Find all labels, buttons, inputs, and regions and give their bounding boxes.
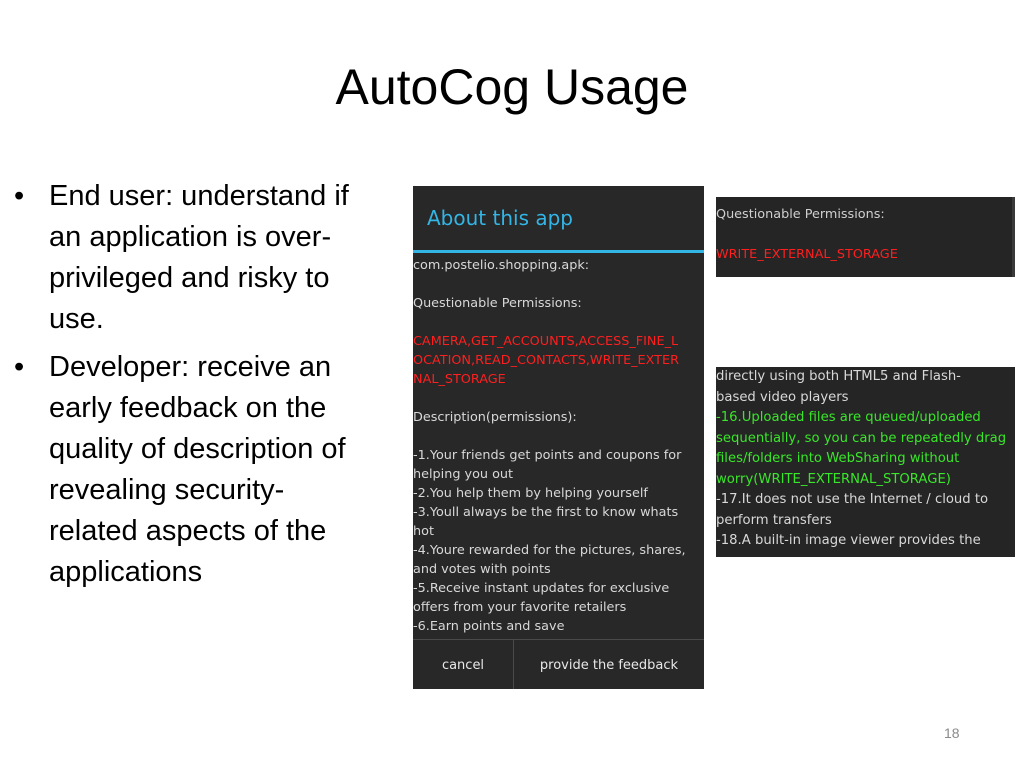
description-line: helping you out xyxy=(413,467,514,482)
package-name: com.postelio.shopping.apk: xyxy=(413,258,590,273)
excerpt-line: -18.A built-in image viewer provides the xyxy=(716,533,981,548)
bullet-list xyxy=(14,176,354,600)
excerpt-line: perform transfers xyxy=(716,512,832,528)
dialog-title-divider xyxy=(413,250,704,253)
description-line: hot xyxy=(413,524,434,539)
about-app-dialog xyxy=(413,186,704,689)
dialog-button-bar xyxy=(413,639,704,689)
bullet-dot-icon: • xyxy=(14,351,25,383)
dialog-title: About this app xyxy=(427,206,573,230)
permissions-list xyxy=(413,332,704,389)
permissions-line: CAMERA,GET_ACCOUNTS,ACCESS_FINE_L xyxy=(413,334,679,349)
bullet-item xyxy=(14,176,354,340)
description-line: -1.Your friends get points and coupons for xyxy=(413,448,682,463)
description-list xyxy=(413,446,704,636)
page-number: 18 xyxy=(944,725,960,741)
excerpt-lines xyxy=(716,367,1015,552)
description-line: offers from your favorite retailers xyxy=(413,600,627,615)
excerpt-line: worry(WRITE_EXTERNAL_STORAGE) xyxy=(716,471,951,487)
excerpt-line: based video players xyxy=(716,389,849,405)
description-line: -5.Receive instant updates for exclusive xyxy=(413,581,670,596)
excerpt-line: -17.It does not use the Internet / cloud to xyxy=(716,492,989,507)
permissions-line: NAL_STORAGE xyxy=(413,372,506,387)
description-excerpt-panel xyxy=(716,367,1015,557)
bullet-dot-icon: • xyxy=(14,180,25,212)
bullet-item xyxy=(14,347,354,593)
slide-title: AutoCog Usage xyxy=(335,59,689,115)
dialog-body xyxy=(413,256,704,636)
permission-value: WRITE_EXTERNAL_STORAGE xyxy=(716,247,898,262)
questionable-permissions-label: Questionable Permissions: xyxy=(413,296,582,311)
permissions-line: OCATION,READ_CONTACTS,WRITE_EXTER xyxy=(413,353,679,368)
excerpt-line: files/folders into WebSharing without xyxy=(716,451,960,466)
description-label: Description(permissions): xyxy=(413,410,577,425)
description-line: -6.Earn points and save xyxy=(413,619,565,634)
provide-feedback-button[interactable]: provide the feedback xyxy=(539,657,679,673)
bullet-text: Developer: receive an early feedback on the quality of description of revealing security-related aspects of the applications xyxy=(49,351,346,588)
excerpt-line: directly using both HTML5 and Flash- xyxy=(716,369,961,384)
description-line: -2.You help them by helping yourself xyxy=(413,486,648,501)
panel-edge xyxy=(1012,197,1015,277)
questionable-permissions-panel xyxy=(716,197,1015,277)
excerpt-line: -16.Uploaded files are queued/uploaded xyxy=(716,410,981,425)
cancel-button[interactable]: cancel xyxy=(413,640,514,689)
excerpt-line: sequentially, so you can be repeatedly drag xyxy=(716,430,1007,446)
bullet-text: End user: understand if an application is over-privileged and risky to use. xyxy=(49,180,349,335)
description-line: -4.Youre rewarded for the pictures, shares, xyxy=(413,543,686,558)
questionable-permissions-label: Questionable Permissions: xyxy=(716,207,885,222)
description-line: and votes with points xyxy=(413,562,551,577)
description-line: -3.Youll always be the first to know whats xyxy=(413,505,679,520)
